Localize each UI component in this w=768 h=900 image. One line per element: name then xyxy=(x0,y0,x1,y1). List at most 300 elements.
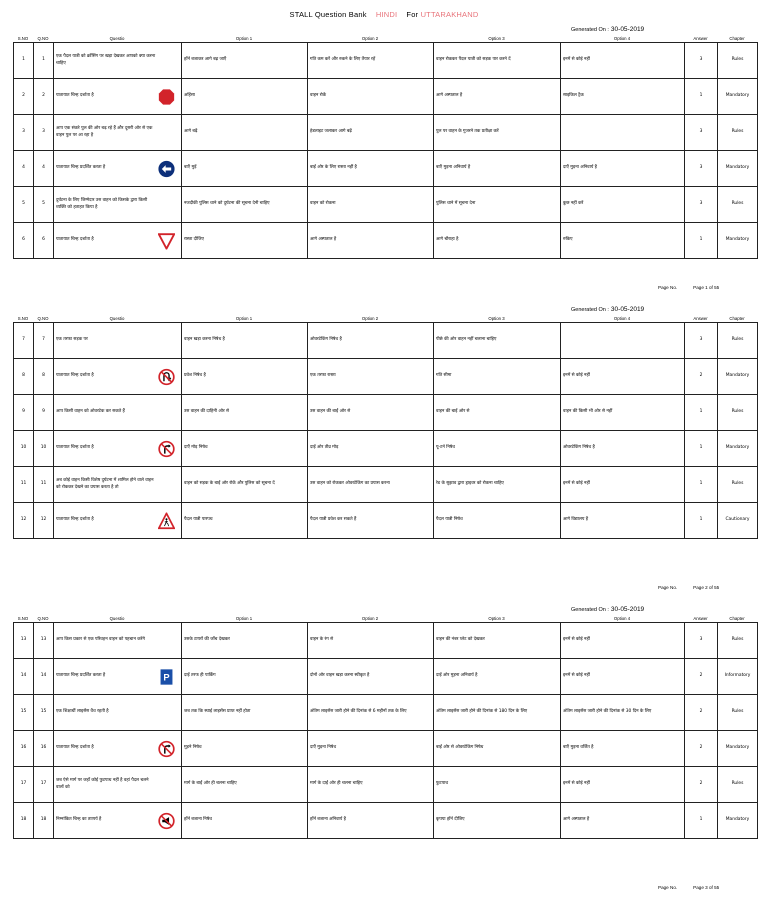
cell-option3 xyxy=(434,803,561,839)
cell-sno xyxy=(14,223,34,259)
for-label: For xyxy=(406,10,419,19)
cell-answer-text: 3 xyxy=(699,165,703,171)
cell-option3 xyxy=(434,503,561,539)
cell-answer xyxy=(685,115,718,151)
table-row xyxy=(14,467,758,503)
cell-option4-text: बाएँ मुड़ना वर्जित है xyxy=(563,745,594,751)
cell-question-text: एक शिक्षार्थी लाइसेंस वैध रहती है xyxy=(56,709,109,715)
header-option2: Option 2 xyxy=(361,36,379,41)
cell-qno xyxy=(34,767,54,803)
cell-answer-text: 1 xyxy=(699,409,703,415)
cell-option2 xyxy=(308,731,434,767)
cell-answer-text: 3 xyxy=(699,637,703,643)
cell-qno xyxy=(34,79,54,115)
cell-chapter-text: Mandatory xyxy=(725,165,750,171)
cell-option4 xyxy=(561,79,685,115)
cell-option4 xyxy=(561,187,685,223)
table-row xyxy=(14,623,758,659)
table-row xyxy=(14,115,758,151)
cell-sno-text: 10 xyxy=(20,445,27,451)
cell-sno xyxy=(14,731,34,767)
cell-question xyxy=(54,323,182,359)
cell-question xyxy=(54,79,182,115)
cell-sno-text: 11 xyxy=(20,481,27,487)
header-chapter: Chapter xyxy=(729,316,745,321)
cell-qno xyxy=(34,115,54,151)
table-row xyxy=(14,151,758,187)
cell-question-text: यातायात चिन्ह दर्शाता है xyxy=(56,237,94,243)
header-sno: S.NO xyxy=(17,616,29,621)
cell-option3 xyxy=(434,731,561,767)
cell-answer xyxy=(685,731,718,767)
cell-answer-text: 2 xyxy=(699,709,703,715)
table-row xyxy=(14,395,758,431)
generated-date: 30-05-2019 xyxy=(610,606,645,613)
header-qno: Q.NO xyxy=(37,616,49,621)
cell-qno-text: 9 xyxy=(42,409,45,415)
cell-question xyxy=(54,151,182,187)
page-number xyxy=(658,885,719,890)
table-row xyxy=(14,43,758,79)
cell-chapter xyxy=(718,187,758,223)
cell-sno-text: 17 xyxy=(20,781,27,787)
cell-sno xyxy=(14,43,34,79)
cell-option3-text: पुलिस थाने में सूचना देना xyxy=(436,201,476,207)
page-number xyxy=(658,585,719,590)
cell-option2 xyxy=(308,431,434,467)
cell-option2 xyxy=(308,395,434,431)
cell-option4 xyxy=(561,43,685,79)
cell-answer-text: 1 xyxy=(699,817,703,823)
cell-chapter xyxy=(718,151,758,187)
cell-chapter-text: Mandatory xyxy=(725,93,750,99)
cell-sno-text: 15 xyxy=(20,709,27,715)
cell-qno-text: 12 xyxy=(40,517,47,523)
cell-sno xyxy=(14,767,34,803)
cell-option2-text: दाईं ओर तीव्र मोड़ xyxy=(310,445,339,451)
cell-option2-text: मार्ग के दाईं ओर ही चलना चाहिए xyxy=(310,781,363,787)
cell-option2-text: आगे अस्पताल है xyxy=(310,237,337,243)
cell-chapter xyxy=(718,395,758,431)
header-qno: Q.NO xyxy=(37,316,49,321)
cell-option1-text: रास्ता दीजिए xyxy=(184,237,204,243)
cell-question xyxy=(54,503,182,539)
cell-question xyxy=(54,395,182,431)
cell-option1 xyxy=(182,659,308,695)
cell-question xyxy=(54,803,182,839)
cell-option1 xyxy=(182,223,308,259)
header-option2: Option 2 xyxy=(361,316,379,321)
cell-option4 xyxy=(561,323,685,359)
cell-option3 xyxy=(434,395,561,431)
cell-option4-text: इनमें से कोई नहीं xyxy=(563,373,590,379)
cell-qno-text: 15 xyxy=(40,709,47,715)
page-no-value: Page 1 of 55 xyxy=(693,285,720,290)
cell-qno-text: 7 xyxy=(42,337,45,343)
cell-question xyxy=(54,115,182,151)
no-right-turn-sign-icon xyxy=(158,440,175,457)
cell-option4-text: अंतिम लाइसेंस जारी होने की दिनांक से 30 दिन के लिए xyxy=(563,709,652,715)
cell-option3-text: आगे अस्पताल है xyxy=(436,93,463,99)
header-answer: Answer xyxy=(693,316,708,321)
cell-option3-text: वाहन की बाईं ओर से xyxy=(436,409,470,415)
table-row xyxy=(14,431,758,467)
cell-option4-text: दाएँ मुड़ना अनिवार्य है xyxy=(563,165,598,171)
cell-option1 xyxy=(182,695,308,731)
cell-sno-text: 1 xyxy=(22,57,25,63)
cell-qno xyxy=(34,731,54,767)
cell-option3-text: वाहन की नंबर प्लेट को देखकर xyxy=(436,637,485,643)
cell-qno xyxy=(34,803,54,839)
cell-answer-text: 3 xyxy=(699,337,703,343)
cell-answer-text: 1 xyxy=(699,481,703,487)
cell-chapter xyxy=(718,467,758,503)
cell-answer-text: 2 xyxy=(699,673,703,679)
header-option1: Option 1 xyxy=(235,316,253,321)
cell-sno-text: 13 xyxy=(20,637,27,643)
header-sno: S.NO xyxy=(17,316,29,321)
cell-chapter xyxy=(718,731,758,767)
header-question: Questio xyxy=(109,316,125,321)
cell-question xyxy=(54,767,182,803)
cell-option2 xyxy=(308,323,434,359)
cell-sno-text: 16 xyxy=(20,745,27,751)
question-table xyxy=(13,322,758,539)
header-option1: Option 1 xyxy=(235,616,253,621)
cell-sno-text: 3 xyxy=(22,129,25,135)
cell-option3 xyxy=(434,359,561,395)
cell-option2 xyxy=(308,223,434,259)
cell-option1 xyxy=(182,803,308,839)
cell-option1 xyxy=(182,503,308,539)
cell-answer xyxy=(685,623,718,659)
cell-option1-text: उसके टायरों की जाँच देखकर xyxy=(184,637,230,643)
cell-sno-text: 4 xyxy=(22,165,25,171)
cell-option1 xyxy=(182,79,308,115)
cell-sno xyxy=(14,187,34,223)
header-option3: Option 3 xyxy=(488,316,505,321)
page-number xyxy=(658,285,719,290)
page-no-label: Page No. xyxy=(658,885,678,890)
table-row xyxy=(14,803,758,839)
pedestrian-crossing-sign-icon xyxy=(158,512,175,529)
cell-sno xyxy=(14,79,34,115)
cell-chapter-text: Rules xyxy=(731,409,744,415)
cell-question xyxy=(54,731,182,767)
cell-sno-text: 6 xyxy=(22,237,25,243)
cell-question-text: दुर्घटना के लिए जिम्मेदार उस वाहन को किसके द्वारा किसी व्यक्ति को हताहत किया है xyxy=(56,198,148,210)
cell-chapter xyxy=(718,767,758,803)
cell-question-text: जब ऐसे मार्ग पर जहाँ कोई फुटपाथ नहीं है वहां पैदल चलने वालों को xyxy=(56,778,149,790)
cell-answer xyxy=(685,503,718,539)
cell-option4 xyxy=(561,395,685,431)
left-arrow-sign-icon xyxy=(158,160,175,177)
cell-qno xyxy=(34,323,54,359)
no-horn-sign-icon xyxy=(158,812,175,829)
cell-chapter-text: Rules xyxy=(731,637,744,643)
cell-question-text: यातायात चिन्ह दर्शाता है xyxy=(56,93,94,99)
cell-option1-text: नजदीकी पुलिस थाने को दुर्घटना की सूचना देनी चाहिए xyxy=(184,201,270,207)
cell-answer xyxy=(685,43,718,79)
cell-option3 xyxy=(434,623,561,659)
table-row xyxy=(14,503,758,539)
cell-sno-text: 14 xyxy=(20,673,27,679)
cell-chapter-text: Mandatory xyxy=(725,817,750,823)
cell-option2-text: अंतिम लाइसेंस जारी होने की दिनांक से 6 महीनों तक के लिए xyxy=(310,709,407,715)
cell-chapter xyxy=(718,223,758,259)
cell-question-text: यातायात चिन्ह दर्शाता है xyxy=(56,517,94,523)
title-text: STALL Question Bank xyxy=(289,10,367,19)
cell-chapter xyxy=(718,659,758,695)
table-row xyxy=(14,659,758,695)
cell-option3-text: दाईं ओर मुड़ना अनिवार्य है xyxy=(436,673,478,679)
cell-option4-text: इनमें से कोई नहीं xyxy=(563,481,590,487)
cell-option3-text: आगे चौराहा है xyxy=(436,237,459,243)
generated-label: Generated On : xyxy=(571,607,609,613)
cell-option4 xyxy=(561,731,685,767)
cell-question xyxy=(54,187,182,223)
cell-option3-text: फुटपाथ xyxy=(436,781,449,787)
cell-option2 xyxy=(308,43,434,79)
cell-sno xyxy=(14,115,34,151)
cell-sno xyxy=(14,695,34,731)
cell-question-text: यातायात चिन्ह दर्शाता है xyxy=(56,745,94,751)
cell-sno-text: 18 xyxy=(20,817,27,823)
cell-qno-text: 17 xyxy=(40,781,47,787)
header-chapter: Chapter xyxy=(729,36,745,41)
cell-option3 xyxy=(434,223,561,259)
cell-sno-text: 8 xyxy=(22,373,25,379)
cell-option3-text: अंतिम लाइसेंस जारी होने की दिनांक से 180 दिन के लिए xyxy=(436,709,528,715)
cell-option1 xyxy=(182,431,308,467)
cell-option2 xyxy=(308,767,434,803)
cell-qno xyxy=(34,187,54,223)
cell-option2-text: एक तरफा रास्ता xyxy=(310,373,336,379)
cell-option3-text: पुल पर वाहन के गुजरने तक प्रतीक्षा करें xyxy=(436,129,499,135)
cell-option4-text: वाहन की किसी भी ओर से नहीं xyxy=(563,409,613,415)
cell-question-text: आप एक संकरे पुल की ओर बढ़ रहे हैं और दूसरी ओर से एक वाहन पुल पर आ रहा है xyxy=(56,126,153,138)
parking-sign-icon xyxy=(158,668,175,685)
cell-answer xyxy=(685,223,718,259)
cell-question-text: एक पैदल यात्री को क्रॉसिंग पर खड़ा देखकर आपको क्या करना चाहिए xyxy=(56,54,156,66)
cell-qno xyxy=(34,503,54,539)
cell-qno-text: 13 xyxy=(40,637,47,643)
cell-option1 xyxy=(182,115,308,151)
cell-option1 xyxy=(182,151,308,187)
cell-option4 xyxy=(561,467,685,503)
cell-option2 xyxy=(308,79,434,115)
cell-answer xyxy=(685,695,718,731)
cell-option4-text: इनमें से कोई नहीं xyxy=(563,637,590,643)
cell-option4-text: रुकिए xyxy=(563,237,573,243)
cell-option3-text: गति सीमा xyxy=(436,373,452,379)
cell-option3-text: बाईं ओर से ओवरटेकिंग निषेध xyxy=(436,745,484,751)
cell-answer-text: 3 xyxy=(699,57,703,63)
cell-answer xyxy=(685,803,718,839)
cell-qno-text: 18 xyxy=(40,817,47,823)
cell-question-text: अब कोई वाहन किसी विशेष दुर्घटना में शामिल होने वाले वाहन को रोककर देखने का प्रयास करता है तो xyxy=(56,478,154,490)
cell-option2-text: हॉर्न बजाना अनिवार्य है xyxy=(310,817,346,823)
cell-answer xyxy=(685,79,718,115)
cell-option2 xyxy=(308,659,434,695)
cell-option3 xyxy=(434,659,561,695)
cell-sno xyxy=(14,359,34,395)
cell-option2-text: गति कम करें और रुकने के लिए तैयार रहें xyxy=(310,57,376,63)
table-row xyxy=(14,767,758,803)
cell-option4-text: इनमें से कोई नहीं xyxy=(563,673,590,679)
cell-option4 xyxy=(561,431,685,467)
cell-chapter xyxy=(718,323,758,359)
cell-option2-text: पैदल यात्री प्रवेश कर सकते हैं xyxy=(310,517,357,523)
cell-option1-text: हॉर्न बजाना निषेध xyxy=(184,817,212,823)
cell-option1-text: हॉर्न बजाकर आगे बढ़ जाएँ xyxy=(184,57,227,63)
cell-option1 xyxy=(182,359,308,395)
cell-option2 xyxy=(308,503,434,539)
cell-option1 xyxy=(182,731,308,767)
header-option3: Option 3 xyxy=(488,616,505,621)
cell-option2 xyxy=(308,115,434,151)
cell-sno xyxy=(14,431,34,467)
cell-sno xyxy=(14,659,34,695)
svg-text:P: P xyxy=(163,671,170,682)
cell-question xyxy=(54,43,182,79)
cell-chapter xyxy=(718,115,758,151)
cell-sno-text: 2 xyxy=(22,93,25,99)
cell-option1-text: अहिंसा xyxy=(184,93,195,99)
header-option4: Option 4 xyxy=(613,36,631,41)
question-table xyxy=(13,622,758,839)
cell-option1-text: दाएँ मोड़ निषेध xyxy=(184,445,208,451)
cell-answer-text: 3 xyxy=(699,129,703,135)
cell-option1-text: पैदल यात्री पारपथ xyxy=(184,517,213,523)
cell-option3-text: वाहन रोककर पैदल यात्री को सड़क पार करने दें xyxy=(436,57,511,63)
cell-option4-text: आगे विद्यालय है xyxy=(563,517,589,523)
cell-qno-text: 3 xyxy=(42,129,45,135)
cell-option1 xyxy=(182,187,308,223)
cell-sno xyxy=(14,151,34,187)
cell-option1-text: मुड़ने निषेध xyxy=(184,745,202,751)
cell-option4 xyxy=(561,503,685,539)
page-no-value: Page 3 of 55 xyxy=(693,885,720,890)
cell-option3 xyxy=(434,79,561,115)
generated-label: Generated On : xyxy=(571,27,609,33)
cell-option2 xyxy=(308,359,434,395)
cell-option1-text: बाएँ मुड़ें xyxy=(184,165,197,171)
cell-chapter xyxy=(718,43,758,79)
cell-answer-text: 2 xyxy=(699,373,703,379)
cell-question xyxy=(54,467,182,503)
cell-chapter xyxy=(718,803,758,839)
page-no-label: Page No. xyxy=(658,285,678,290)
cell-answer xyxy=(685,431,718,467)
cell-option2-text: उस वाहन की बाईं ओर से xyxy=(310,409,351,415)
cell-answer xyxy=(685,359,718,395)
cell-option4 xyxy=(561,115,685,151)
table-row xyxy=(14,731,758,767)
table-row xyxy=(14,359,758,395)
cell-chapter-text: Mandatory xyxy=(725,445,750,451)
cell-option4-text: इनमें से कोई नहीं xyxy=(563,57,590,63)
cell-option4 xyxy=(561,767,685,803)
cell-option4 xyxy=(561,803,685,839)
table-row xyxy=(14,695,758,731)
header-option3: Option 3 xyxy=(488,36,505,41)
cell-option1 xyxy=(182,623,308,659)
cell-option1-text: जब तक कि स्थाई लाइसेंस प्राप्त नहीं होता xyxy=(184,709,251,715)
generated-date: 30-05-2019 xyxy=(610,306,645,313)
stop-sign-icon xyxy=(158,88,175,105)
generated-on xyxy=(571,26,644,33)
cell-chapter xyxy=(718,359,758,395)
cell-chapter-text: Rules xyxy=(731,481,744,487)
cell-chapter-text: Mandatory xyxy=(725,373,750,379)
cell-option4-text: ओवरटेकिंग निषेध है xyxy=(563,445,595,451)
cell-option3 xyxy=(434,151,561,187)
header-answer: Answer xyxy=(693,616,708,621)
cell-answer xyxy=(685,659,718,695)
cell-question xyxy=(54,223,182,259)
cell-answer xyxy=(685,467,718,503)
cell-option1 xyxy=(182,43,308,79)
cell-answer-text: 1 xyxy=(699,93,703,99)
cell-qno-text: 11 xyxy=(40,481,47,487)
cell-qno xyxy=(34,623,54,659)
cell-option2-text: उस वाहन को रोककर ओवरटेकिंग का प्रयास करना xyxy=(310,481,390,487)
page-no-value: Page 2 of 55 xyxy=(693,585,720,590)
cell-option4-text: आगे अस्पताल है xyxy=(563,817,590,823)
cell-chapter-text: Cautionary xyxy=(725,517,750,523)
generated-label: Generated On : xyxy=(571,307,609,313)
cell-option2-text: वाहन रोकें xyxy=(310,93,327,99)
cell-sno-text: 7 xyxy=(22,337,25,343)
cell-chapter xyxy=(718,431,758,467)
cell-option4-text: कुछ नहीं करें xyxy=(563,201,584,207)
cell-qno-text: 8 xyxy=(42,373,45,379)
cell-option2 xyxy=(308,187,434,223)
cell-option2-text: वाहन के रंग से xyxy=(310,637,334,643)
cell-option1-text: वाहन खड़ा करना निषेध है xyxy=(184,337,225,343)
cell-chapter-text: Rules xyxy=(731,709,744,715)
cell-option1-text: आगे बढ़ें xyxy=(184,129,198,135)
cell-qno xyxy=(34,431,54,467)
table-row xyxy=(14,223,758,259)
cell-option1-text: प्रवेश निषेध है xyxy=(184,373,206,379)
cell-answer xyxy=(685,187,718,223)
cell-option1-text: दाईं तरफ ही पार्किंग xyxy=(184,673,216,679)
cell-option3 xyxy=(434,767,561,803)
cell-option2 xyxy=(308,803,434,839)
cell-chapter-text: Rules xyxy=(731,337,744,343)
cell-chapter-text: Rules xyxy=(731,129,744,135)
header-sno: S.NO xyxy=(17,36,29,41)
page-title xyxy=(0,10,768,19)
question-table xyxy=(13,42,758,259)
cell-answer-text: 1 xyxy=(699,517,703,523)
cell-question-text: यातायात चिन्ह दर्शाता है xyxy=(56,445,94,451)
cell-question xyxy=(54,431,182,467)
cell-sno xyxy=(14,395,34,431)
cell-option2 xyxy=(308,695,434,731)
cell-question xyxy=(54,359,182,395)
cell-answer-text: 1 xyxy=(699,445,703,451)
header-option1: Option 1 xyxy=(235,36,253,41)
cell-option4 xyxy=(561,659,685,695)
cell-sno xyxy=(14,623,34,659)
cell-option2 xyxy=(308,467,434,503)
cell-option4 xyxy=(561,623,685,659)
cell-option2-text: हेडलाइट जलाकर आगे बढ़ें xyxy=(310,129,352,135)
cell-option3-text: पैदल यात्री निषेध xyxy=(436,517,463,523)
